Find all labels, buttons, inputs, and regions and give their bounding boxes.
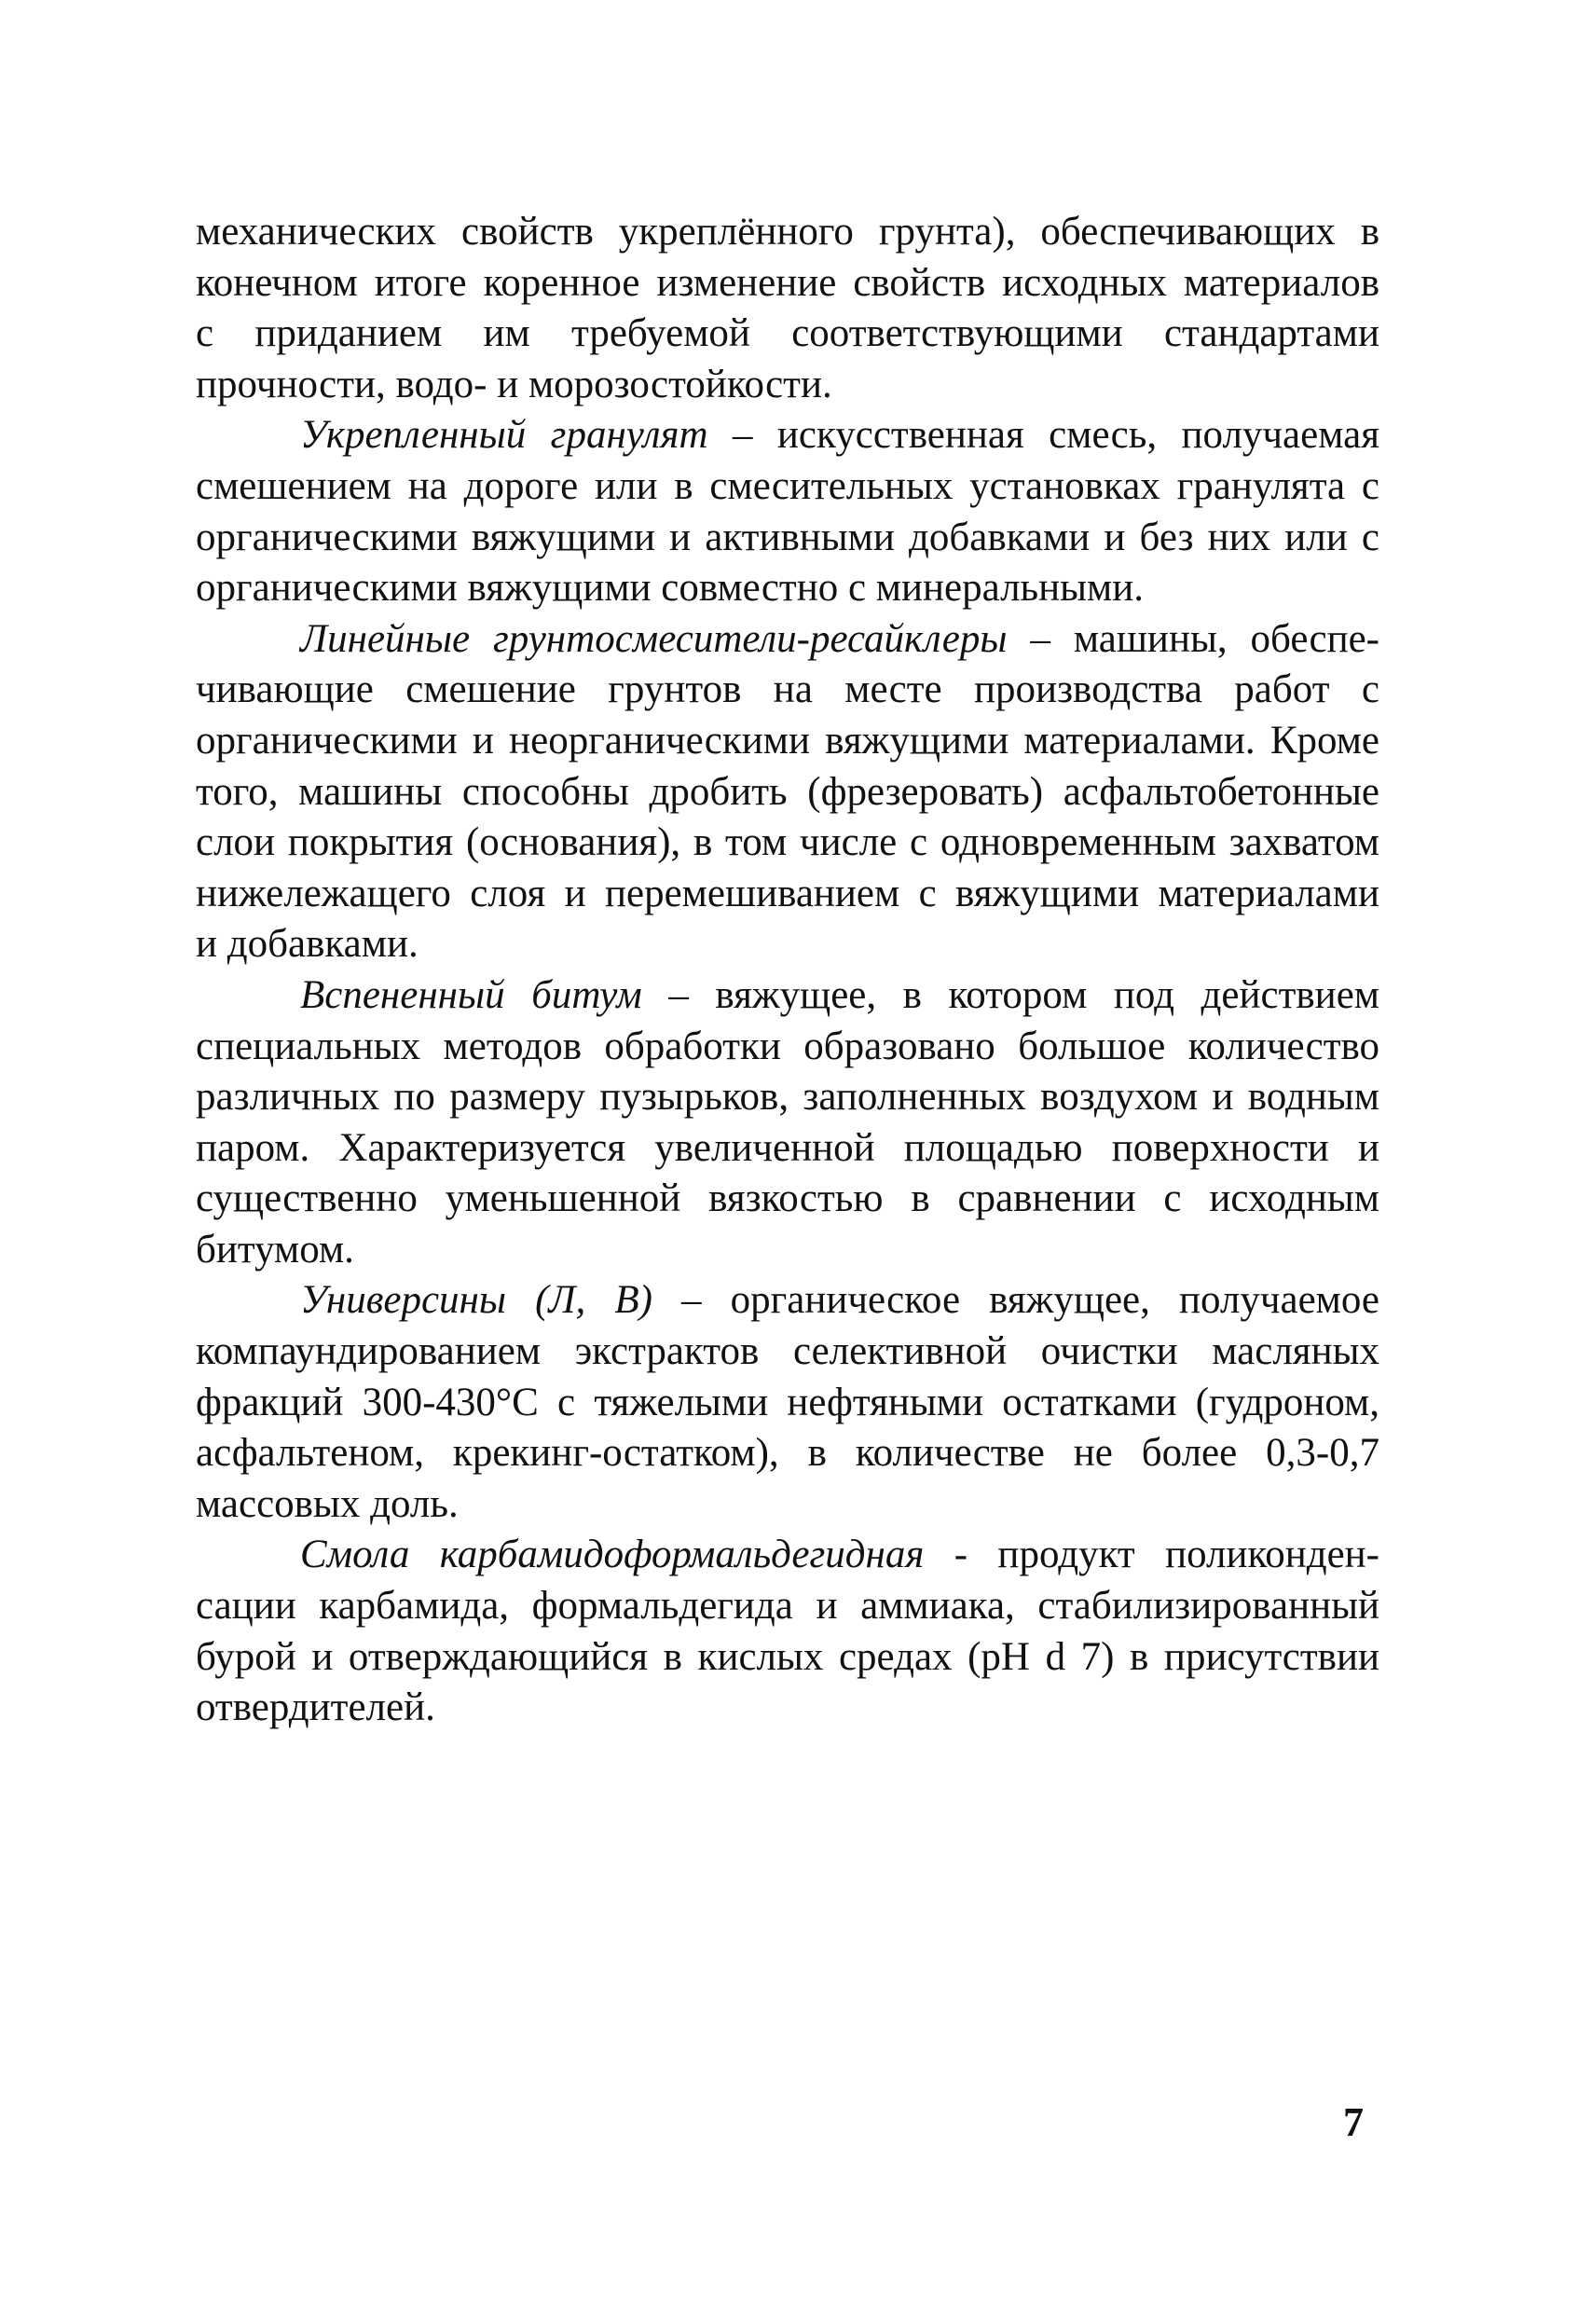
text-line: с приданием им требуемой соответствующими стандартами (196, 311, 1379, 356)
text-line: битумом. (196, 1227, 354, 1272)
text-line: сации карбамида, формальдегида и аммиака, стабилизированный (196, 1584, 1379, 1629)
text-line: асфальтеном, крекинг-остатком), в количестве не более 0,3-0,7 (196, 1431, 1379, 1476)
text-line: и добавками. (196, 922, 419, 967)
definition-paragraph (196, 614, 1379, 970)
definition-text: – органическое вяжущее, получаемое (652, 1278, 1379, 1323)
text-line: слои покрытия (основания), в том числе с одновременным захватом (196, 820, 1379, 865)
text-line: смешением на дороге или в смесительных установках гранулята с (196, 463, 1379, 508)
text-line: специальных методов обработки образовано большое количество (196, 1024, 1379, 1068)
defined-term: Укрепленный гранулят (300, 413, 708, 458)
definition-text: - продукт поликонден- (924, 1533, 1379, 1577)
text-line (196, 1275, 1379, 1327)
defined-term: Смола карбамидоформальдегидная (300, 1533, 925, 1577)
text-line: прочности, водо- и морозостойкости. (196, 362, 832, 406)
paragraph-continuation (196, 207, 1379, 410)
text-line (196, 1530, 1379, 1581)
definition-paragraph (196, 1275, 1379, 1530)
definition-text: – вяжущее, в котором под действием (641, 972, 1379, 1017)
definition-text: – искусственная смесь, получаемая (707, 413, 1379, 458)
text-line: отвердителей. (196, 1685, 435, 1730)
text-line (196, 410, 1379, 461)
defined-term: Универсины (Л, В) (300, 1278, 652, 1323)
text-line: существенно уменьшенной вязкостью в сравнении с исходным (196, 1176, 1379, 1221)
body-text (196, 207, 1379, 1734)
definition-paragraph (196, 970, 1379, 1276)
page-number: 7 (1343, 2099, 1364, 2145)
definition-paragraph (196, 1530, 1379, 1733)
definition-text: – машины, обеспе- (1007, 616, 1379, 661)
text-line: органическими вяжущими совместно с минеральными. (196, 566, 1145, 611)
text-line (196, 970, 1379, 1022)
text-line: того, машины способны дробить (фрезеровать) асфальтобетонные (196, 769, 1379, 814)
definition-paragraph (196, 410, 1379, 613)
text-line: бурой и отверждающийся в кислых средах (pH d 7) в присутствии (196, 1634, 1379, 1679)
text-line (196, 614, 1379, 666)
text-line: механических свойств укреплённого грунта), обеспечивающих в (196, 210, 1379, 254)
text-line: фракций 300-430°С с тяжелыми нефтяными остатками (гудроном, (196, 1380, 1379, 1424)
text-line: органическими и неорганическими вяжущими материалами. Кроме (196, 718, 1379, 763)
text-line: массовых доль. (196, 1481, 459, 1526)
text-line: конечном итоге коренное изменение свойств исходных материалов (196, 260, 1379, 305)
text-line: органическими вяжущими и активными добавками и без них или с (196, 515, 1379, 559)
defined-term: Линейные грунтосмесители-ресайклеры (300, 616, 1008, 661)
text-line: чивающие смешение грунтов на месте производства работ с (196, 667, 1379, 712)
text-line: компаундированием экстрактов селективной очистки масляных (196, 1329, 1379, 1374)
text-line: нижележащего слоя и перемешиванием с вяжущими материалами (196, 871, 1379, 915)
text-line: различных по размеру пузырьков, заполненных воздухом и водным (196, 1075, 1379, 1120)
text-line: паром. Характеризуется увеличенной площадью поверхности и (196, 1125, 1379, 1170)
defined-term: Вспененный битум (300, 972, 642, 1017)
